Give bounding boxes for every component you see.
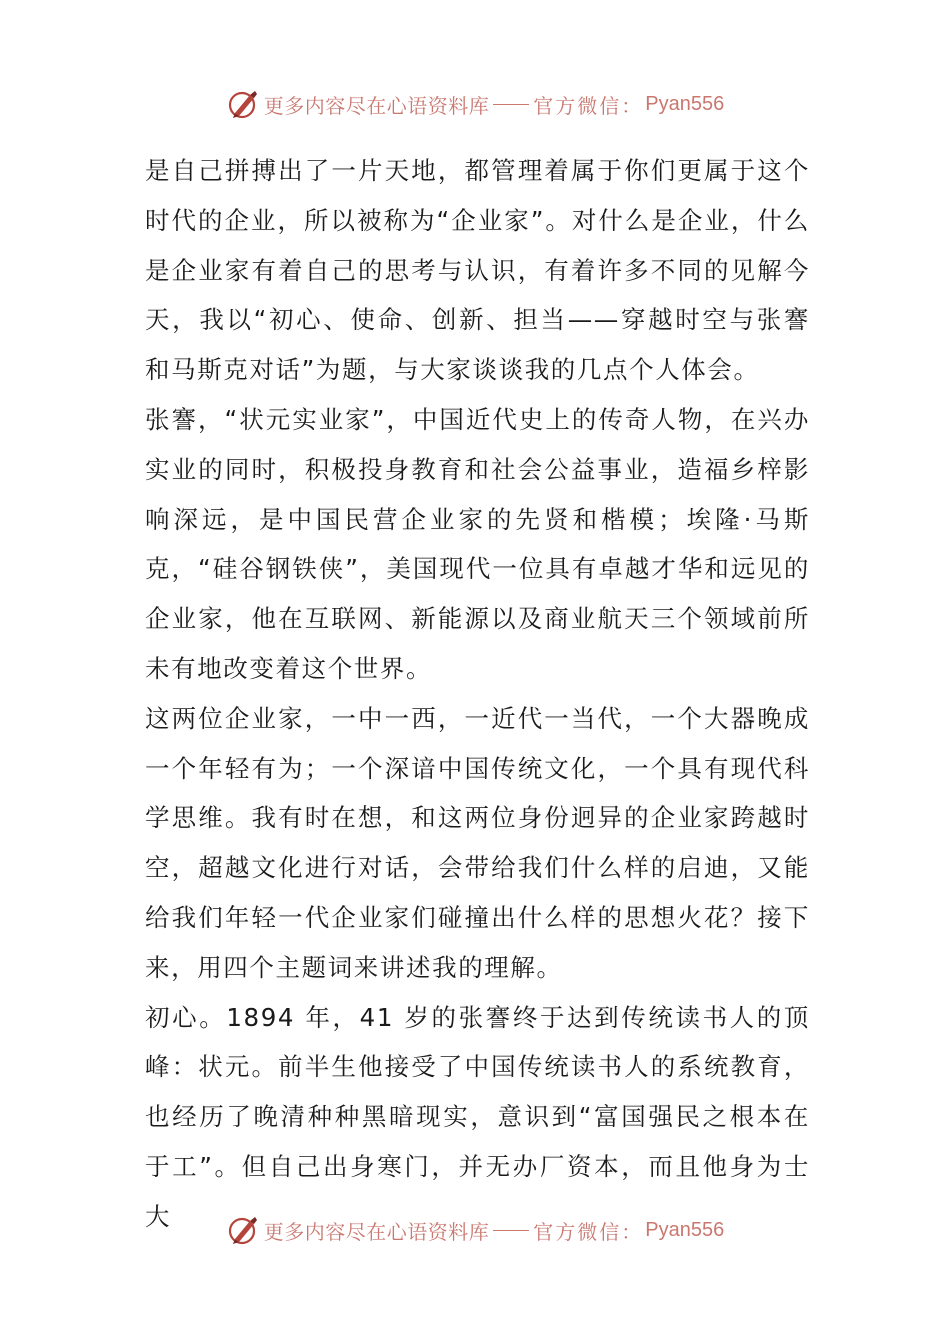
paragraph-2: 张謇，“状元实业家”，中国近代史上的传奇人物，在兴办实业的同时，积极投身教育和社会公益事业，造福乡梓影响深远，是中国民营企业家的先贤和楷模；埃隆·马斯克，“硅谷钢铁侠”，美国现代一位具有卓越才华和远见的企业家，他在互联网、新能源以及商业航天三个领域前所未有地改变着这个世界。: [145, 404, 810, 683]
footer-banner: [0, 1210, 950, 1250]
footer-wechat-label: 官方微信：: [533, 1219, 644, 1244]
paragraph-4: 初心。1894 年，41 岁的张謇终于达到传统读书人的顶峰：状元。前半生他接受了中国传统读书人的系统教育，也经历了晚清种种黑暗现实，意识到“富国强民之根本在于工”。但自己出身寒门，并无办厂资本，而且他身为士大: [145, 1002, 810, 1231]
document-body: [145, 146, 810, 1242]
pen-circle-logo-icon: [226, 1213, 260, 1247]
pen-circle-logo-icon: [226, 87, 260, 121]
paragraph-1: 是自己拼搏出了一片天地，都管理着属于你们更属于这个时代的企业，所以被称为“企业家”。对什么是企业，什么是企业家有着自己的思考与认识，有着许多不同的见解今天，我以“初心、使命、创新、担当——穿越时空与张謇和马斯克对话”为题，与大家谈谈我的几点个人体会。: [145, 156, 810, 385]
header-wechat-label: 官方微信：: [533, 93, 644, 118]
header-banner-dash: [493, 104, 529, 105]
header-wechat-id: Pyan556: [645, 92, 725, 115]
header-banner-text: 更多内容尽在心语资料库: [263, 93, 490, 118]
footer-wechat-id: Pyan556: [645, 1218, 725, 1241]
footer-banner-text: 更多内容尽在心语资料库: [263, 1219, 490, 1244]
footer-banner-dash: [493, 1230, 529, 1231]
header-banner: [0, 84, 950, 124]
paragraph-3: 这两位企业家，一中一西，一近代一当代，一个大器晚成一个年轻有为；一个深谙中国传统文化，一个具有现代科学思维。我有时在想，和这两位身份迥异的企业家跨越时空，超越文化进行对话，会带给我们什么样的启迪，又能给我们年轻一代企业家们碰撞出什么样的思想火花？接下来，用四个主题词来讲述我的理解。: [145, 703, 810, 982]
